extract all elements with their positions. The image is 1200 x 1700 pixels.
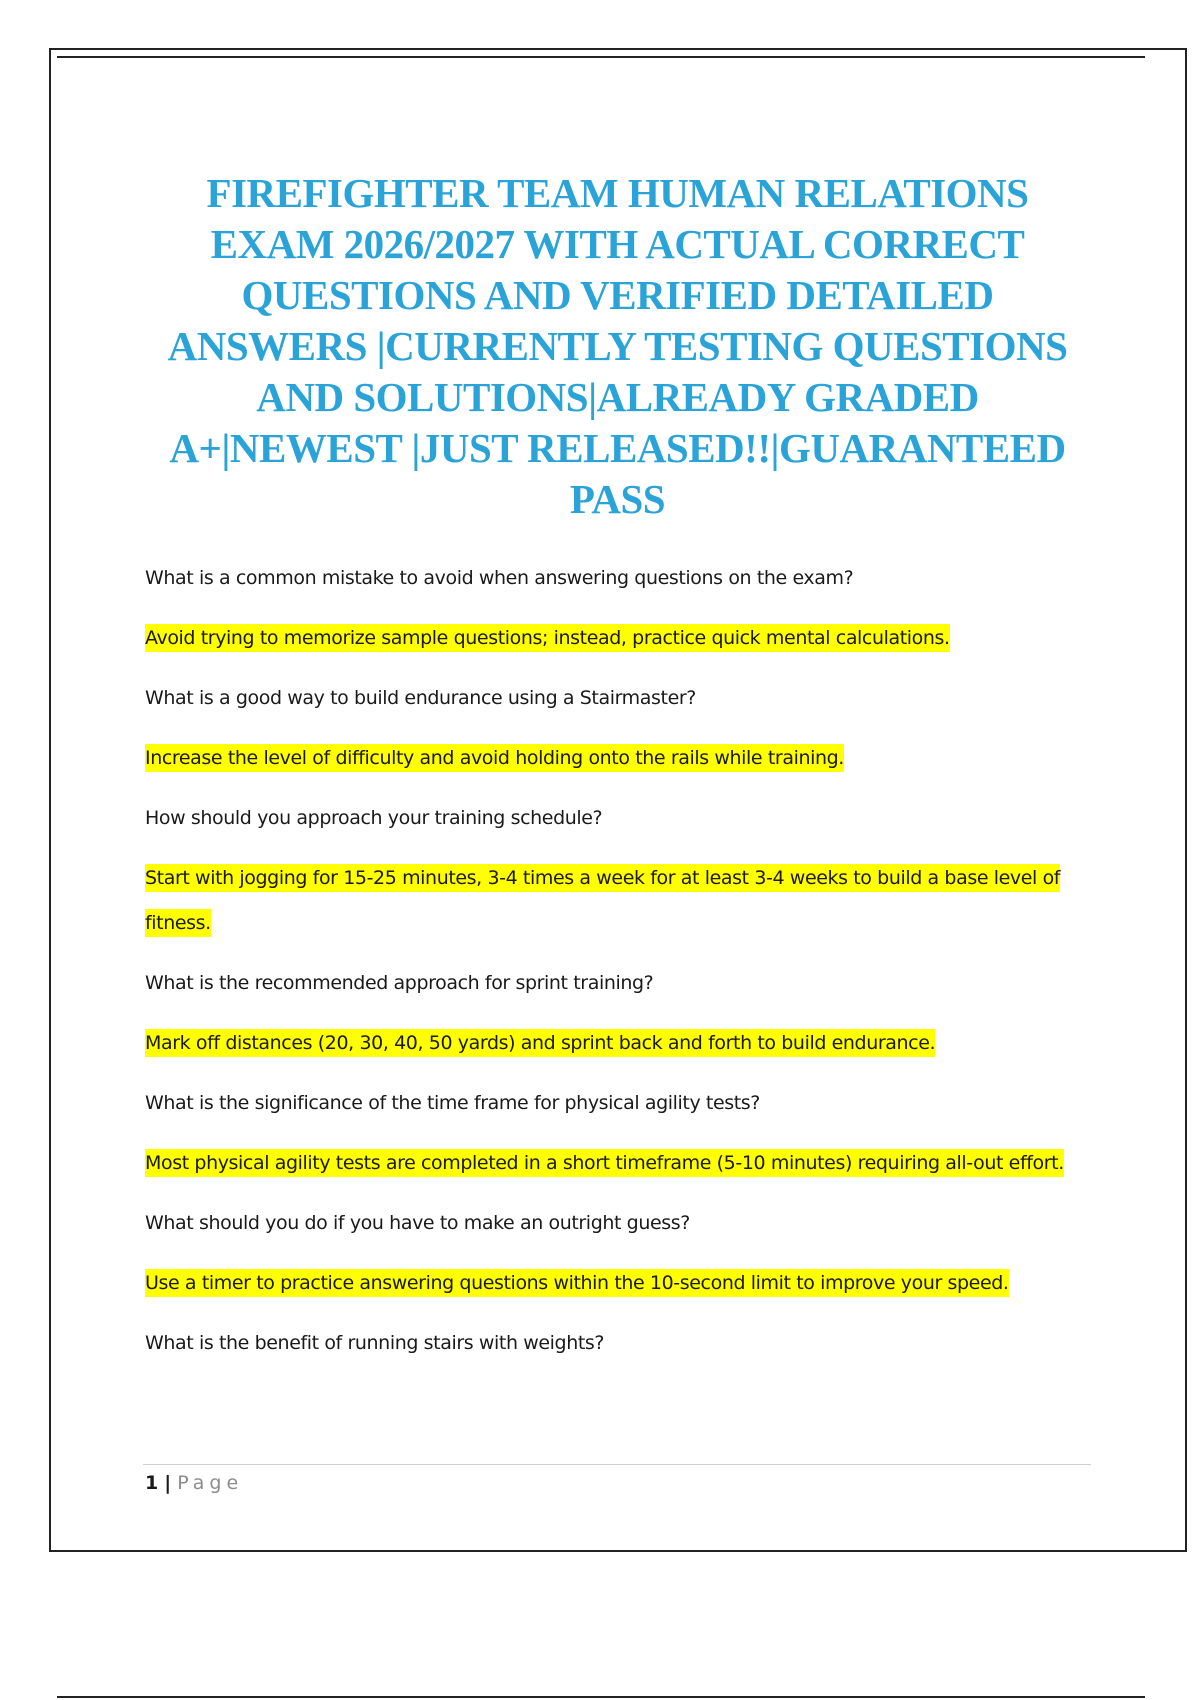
page-footer bbox=[145, 1470, 243, 1496]
question-text: What should you do if you have to make an outright guess? bbox=[145, 1212, 690, 1234]
qa-item bbox=[145, 1321, 1105, 1366]
answer-highlight: Start with jogging for 15-25 minutes, 3-4 times a week for at least 3-4 weeks to build a base level of fitness. bbox=[145, 864, 1060, 937]
answer-text bbox=[145, 1141, 1105, 1186]
bottom-rule bbox=[57, 1696, 1145, 1698]
answer-highlight: Increase the level of difficulty and avoid holding onto the rails while training. bbox=[145, 744, 844, 772]
footer-separator: | bbox=[164, 1472, 172, 1494]
answer-text bbox=[145, 856, 1105, 946]
document-title: FIREFIGHTER TEAM HUMAN RELATIONS EXAM 2026/2027 WITH ACTUAL CORRECT QUESTIONS AND VERIFIED DETAILED ANSWERS |CURRENTLY TESTING QUESTIONS AND SOLUTIONS|ALREADY GRADED A+|NEWEST |JUST RELEASED!!|GUARANTEED PASS bbox=[167, 170, 1068, 522]
answer-text bbox=[145, 1021, 1105, 1066]
qa-item bbox=[145, 556, 1105, 661]
answer-text bbox=[145, 736, 1105, 781]
answer-text bbox=[145, 616, 1105, 661]
question-text: What is a common mistake to avoid when answering questions on the exam? bbox=[145, 567, 854, 589]
page-label: Page bbox=[177, 1472, 244, 1494]
qa-item bbox=[145, 1201, 1105, 1306]
footer-rule bbox=[143, 1464, 1091, 1465]
question-text: What is the benefit of running stairs with weights? bbox=[145, 1332, 605, 1354]
answer-highlight: Mark off distances (20, 30, 40, 50 yards) and sprint back and forth to build endurance. bbox=[145, 1029, 935, 1057]
answer-highlight: Most physical agility tests are completed in a short timeframe (5-10 minutes) requiring all-out effort. bbox=[145, 1149, 1064, 1177]
question-text: What is a good way to build endurance using a Stairmaster? bbox=[145, 687, 696, 709]
answer-highlight: Avoid trying to memorize sample questions; instead, practice quick mental calculations. bbox=[145, 624, 950, 652]
question-text: What is the significance of the time frame for physical agility tests? bbox=[145, 1092, 760, 1114]
qa-item bbox=[145, 676, 1105, 781]
qa-item bbox=[145, 796, 1105, 946]
qa-item bbox=[145, 961, 1105, 1066]
question-text: What is the recommended approach for sprint training? bbox=[145, 972, 654, 994]
qa-list bbox=[145, 556, 1105, 1381]
top-rule bbox=[57, 56, 1145, 58]
qa-item bbox=[145, 1081, 1105, 1186]
page-number: 1 bbox=[145, 1472, 159, 1494]
answer-text bbox=[145, 1261, 1105, 1306]
question-text: How should you approach your training schedule? bbox=[145, 807, 603, 829]
answer-highlight: Use a timer to practice answering questions within the 10-second limit to improve your speed. bbox=[145, 1269, 1009, 1297]
